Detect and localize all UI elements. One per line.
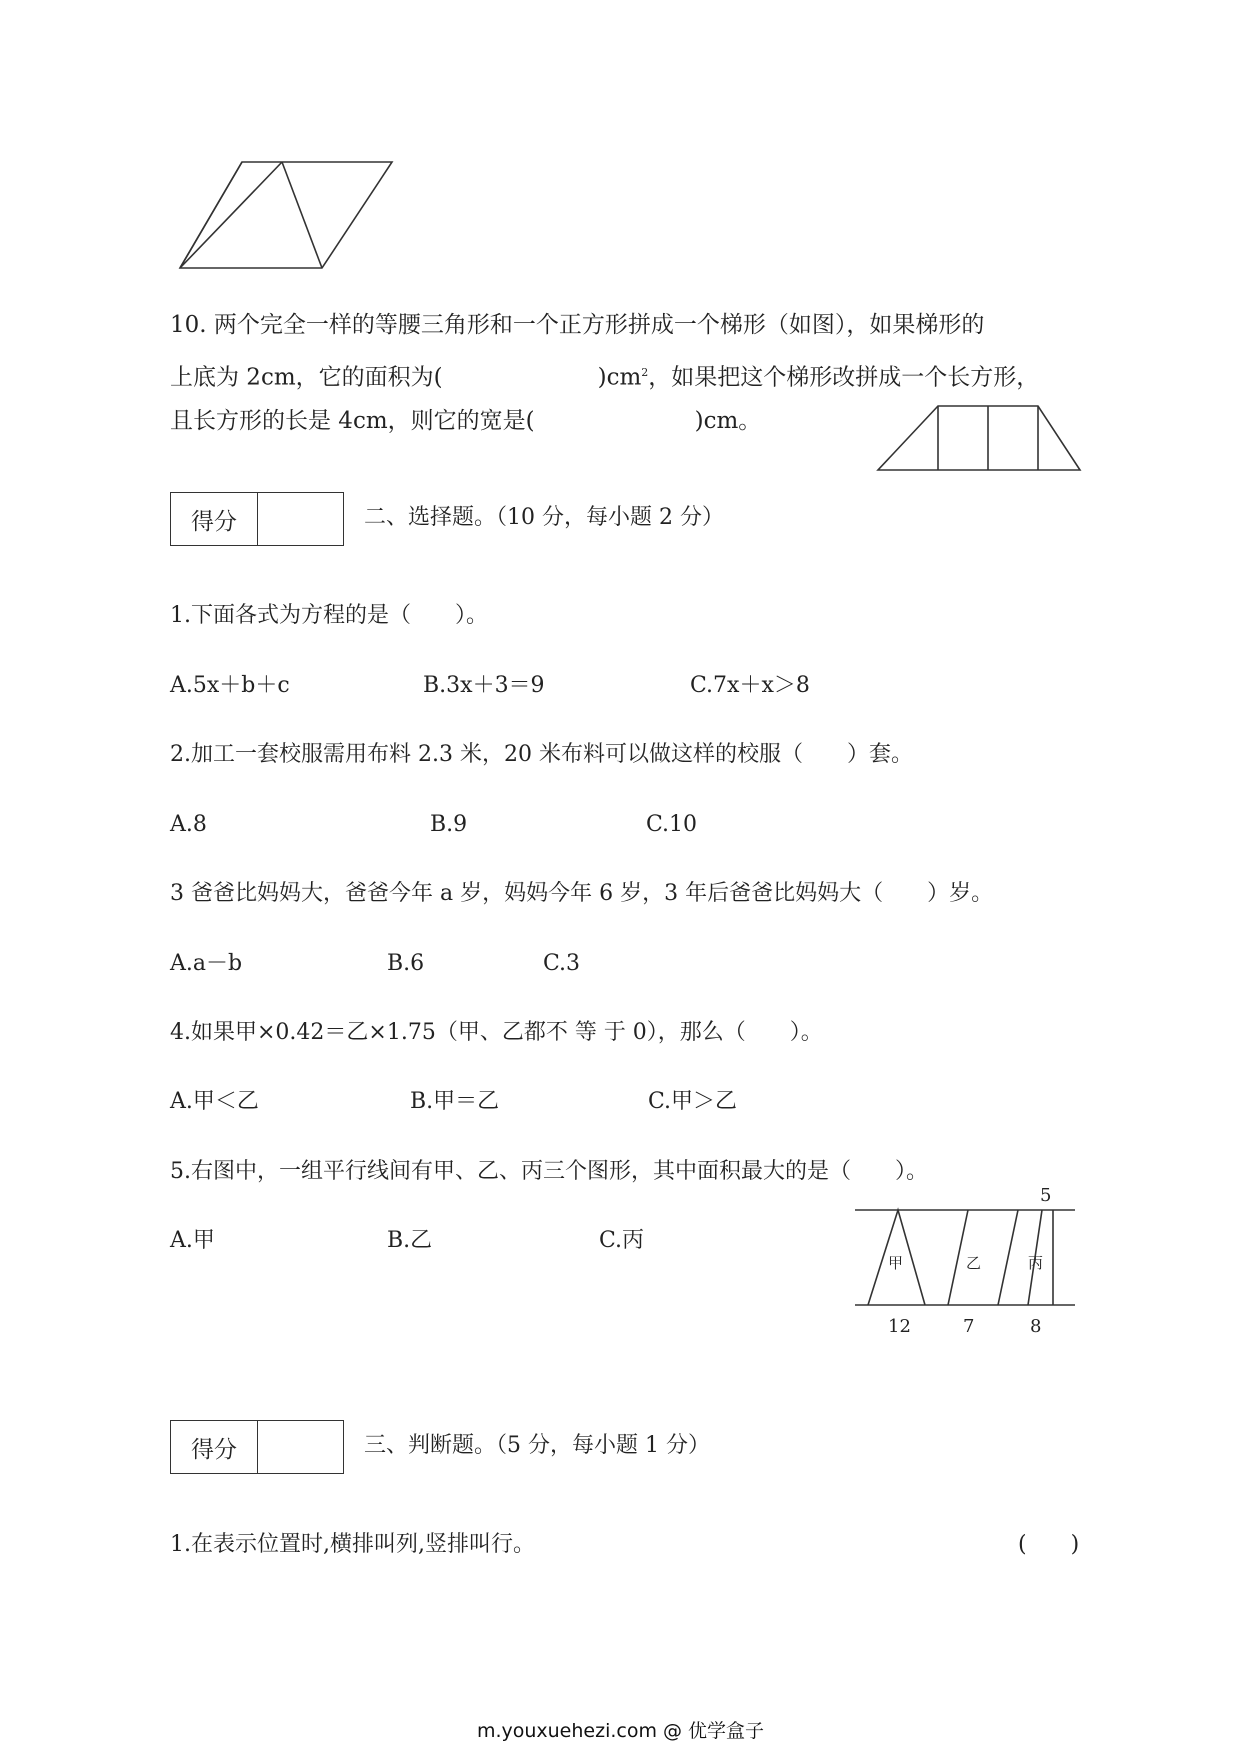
judge-q1-stem: 1.在表示位置时,横排叫列,竖排叫行。 bbox=[170, 1532, 535, 1557]
label-bing: 丙 bbox=[1028, 1254, 1044, 1272]
trapezoid-figure bbox=[872, 400, 1084, 476]
label-12: 12 bbox=[888, 1316, 911, 1337]
q5-option-c[interactable]: C.丙 bbox=[599, 1228, 645, 1253]
judge-q1-bracket[interactable]: ( ) bbox=[1018, 1532, 1080, 1557]
q10-line3-b: )cm。 bbox=[694, 408, 762, 434]
score-input[interactable] bbox=[258, 1421, 343, 1473]
q4-option-a[interactable]: A.甲＜乙 bbox=[170, 1089, 259, 1114]
parallelogram-figure bbox=[170, 150, 410, 275]
score-label: 得分 bbox=[171, 1421, 258, 1473]
q3-stem: 3 爸爸比妈妈大，爸爸今年 a 岁，妈妈今年 6 岁，3 年后爸爸比妈妈大（ ）岁。 bbox=[170, 881, 994, 906]
label-7: 7 bbox=[963, 1316, 975, 1337]
q1-option-b[interactable]: B.3x＋3＝9 bbox=[423, 673, 545, 698]
q10-line3 bbox=[170, 406, 761, 436]
q4-option-c[interactable]: C.甲＞乙 bbox=[648, 1089, 738, 1114]
footer-watermark: m.youxuehezi.com @ 优学盒子 bbox=[476, 1720, 765, 1742]
q2-stem: 2.加工一套校服需用布料 2.3 米，20 米布料可以做这样的校服（ ）套。 bbox=[170, 742, 913, 767]
q10-line2-c: ，如果把这个梯形改拼成一个长方形， bbox=[648, 364, 1040, 391]
q3-option-a[interactable]: A.a－b bbox=[170, 951, 243, 976]
score-input[interactable] bbox=[258, 493, 343, 545]
q10-sup: 2 bbox=[641, 366, 649, 379]
part3-heading: 三、判断题。（5 分，每小题 1 分） bbox=[364, 1433, 710, 1458]
label-8: 8 bbox=[1030, 1316, 1042, 1337]
q5-option-a[interactable]: A.甲 bbox=[170, 1228, 215, 1253]
label-jia: 甲 bbox=[888, 1254, 904, 1272]
q10-line2 bbox=[170, 358, 1039, 393]
label-yi: 乙 bbox=[966, 1254, 982, 1272]
q3-option-b[interactable]: B.6 bbox=[387, 951, 425, 976]
q4-stem: 4.如果甲×0.42＝乙×1.75（甲、乙都不 等 于 0），那么（ ）。 bbox=[170, 1020, 823, 1045]
q5-stem: 5.右图中，一组平行线间有甲、乙、丙三个图形，其中面积最大的是（ ）。 bbox=[170, 1159, 928, 1184]
q5-option-b[interactable]: B.乙 bbox=[387, 1228, 433, 1253]
q2-option-b[interactable]: B.9 bbox=[430, 812, 468, 837]
q1-option-a[interactable]: A.5x＋b＋c bbox=[170, 673, 290, 698]
score-box-part3 bbox=[170, 1420, 344, 1474]
q10-line2-a: 上底为 2cm，它的面积为( bbox=[170, 364, 443, 391]
score-box-part2 bbox=[170, 492, 344, 546]
q3-option-c[interactable]: C.3 bbox=[543, 951, 581, 976]
q2-option-a[interactable]: A.8 bbox=[170, 812, 207, 837]
part2-heading: 二、选择题。（10 分，每小题 2 分） bbox=[364, 505, 724, 530]
q4-option-b[interactable]: B.甲＝乙 bbox=[410, 1089, 500, 1114]
q10-line2-b: )cm bbox=[597, 364, 642, 391]
q2-option-c[interactable]: C.10 bbox=[646, 812, 698, 837]
q1-stem: 1.下面各式为方程的是（ ）。 bbox=[170, 603, 488, 628]
q10-line3-a: 且长方形的长是 4cm，则它的宽是( bbox=[170, 408, 535, 434]
score-label: 得分 bbox=[171, 493, 258, 545]
label-top-5: 5 bbox=[1040, 1185, 1052, 1206]
q1-option-c[interactable]: C.7x＋x＞8 bbox=[690, 673, 810, 698]
q10-line1: 10. 两个完全一样的等腰三角形和一个正方形拼成一个梯形（如图），如果梯形的 bbox=[170, 312, 985, 338]
parallel-lines-figure bbox=[850, 1180, 1080, 1340]
